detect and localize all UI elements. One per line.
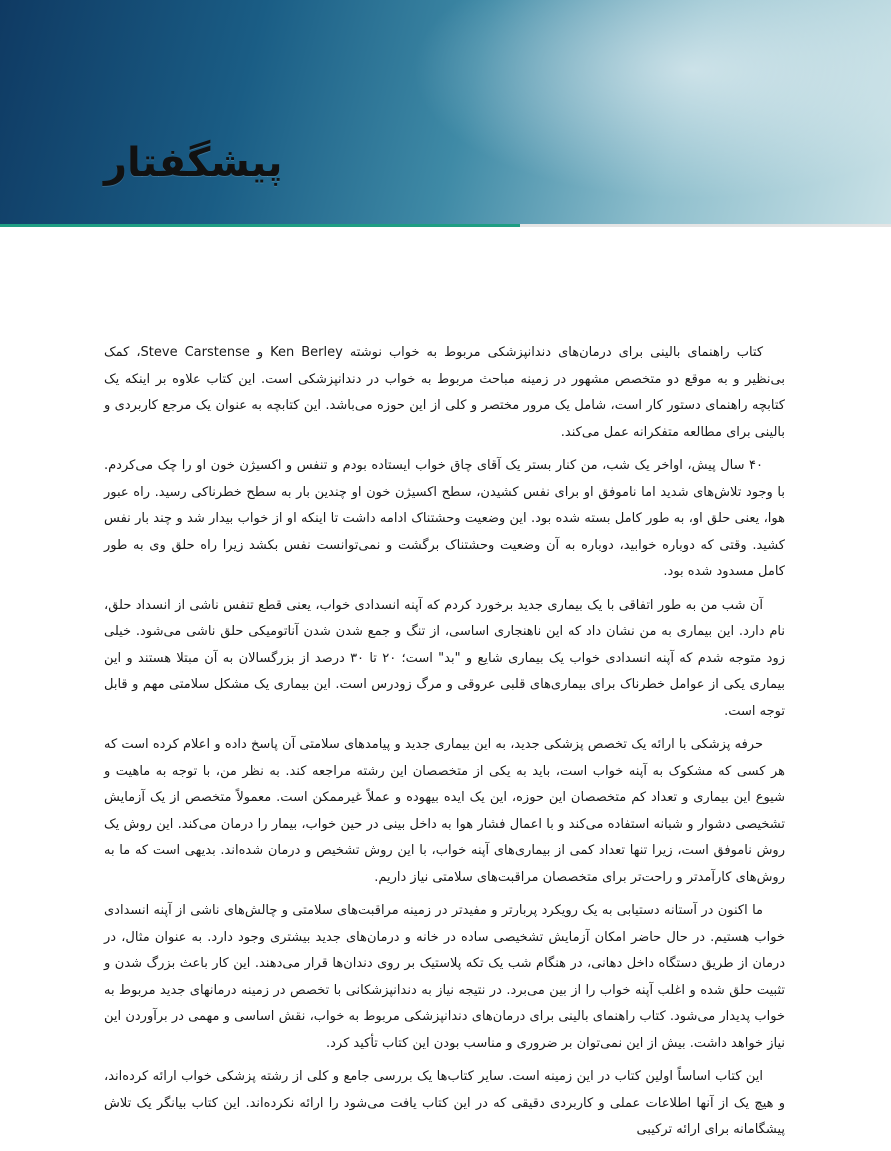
paragraph-6: این کتاب اساساً اولین کتاب در این زمینه است. سایر کتاب‌ها یک بررسی جامع و کلی از رشته پزشکی خواب ارائه کرده‌اند، و هیچ یک از آنها اطلاعات عملی و کاربردی دقیقی که در این کتاب یافت می‌شود را ارائه نکرده‌اند. این کتاب بیانگر یک تلاش پیشگامانه برای ارائه ترکیبی [104, 1069, 785, 1137]
paragraph-3: آن شب من به طور اتفاقی با یک بیماری جدید برخورد کردم که آپنه انسدادی خواب، یعنی قطع تنفس ناشی از انسداد حلق، نام دارد. این بیماری به من نشان داد که این ناهنجاری اساسی، از تنگ و جمع شدن شدن آناتومیکی حلق ناشی می‌شود. خیلی زود متوجه شدم که آپنه انسدادی خواب یک بیماری شایع و "بد" است؛ ۲۰ تا ۳۰ درصد از بزرگسالان به آن مبتلا هستند و این بیماری یکی از عوامل خطرناک برای بیماری‌های قلبی عروقی و مرگ زودرس است. این بیماری یک مشکل سلامتی مهم و قابل توجه است. [104, 597, 786, 719]
paragraph-5: ما اکنون در آستانه دستیابی به یک رویکرد پربارتر و مفیدتر در زمینه مراقبت‌های سلامتی و چالش‌های ناشی از آپنه انسدادی خواب هستیم. در حال حاضر امکان آزمایش تشخیصی ساده در خانه و درمان‌های جدید بیشتری وجود دارد. به عنوان مثال، در درمان از طریق دستگاه داخل دهانی، در هنگام شب یک تکه پلاستیک بر روی دندان‌ها قرار می‌دهند. این کار باعث بزرگ شدن و تثبیت حلق شده و اغلب آپنه خواب را از بین می‌برد. در نتیجه نیاز به دندانپزشکانی با تخصص در زمینه درمانهای جدید مربوط به خواب پدیدار می‌شود. کتاب راهنمای بالینی برای درمان‌های دندانپزشکی مربوط به خواب، نقش اساسی و مهمی در برآوردن این نیاز خواهد داشت. بیش از این نمی‌توان بر ضروری و مناسب بودن این کتاب تأکید کرد. [104, 903, 785, 1051]
banner-light-glow [411, 0, 891, 200]
header-divider-accent [0, 224, 520, 227]
chapter-title: پیشگفتار [104, 140, 283, 186]
chapter-header-banner [0, 0, 891, 224]
header-divider [0, 224, 891, 227]
paragraph-2: ۴۰ سال پیش، اواخر یک شب، من کنار بستر یک آقای چاق خواب ایستاده بودم و تنفس و اکسیژن خون او را چک می‌کردم. با وجود تلاش‌های شدید اما ناموفق او برای نفس کشیدن، سطح اکسیژن خون او چندین بار به سطح خطرناکی رسید. راه عبور هوا، یعنی حلق او، به طور کامل بسته شده بود. این وضعیت وحشتناک ادامه داشت تا اینکه او از خواب بیدار شد و چند بار نفس کشید. وقتی که دوباره خوابید، دوباره به آن وضعیت وحشتناک برگشت و نمی‌توانست نفس بکشد زیرا راه حلق وی به طور کامل مسدود شده بود. [104, 458, 785, 579]
paragraph-1: کتاب راهنمای بالینی برای درمان‌های دندانپزشکی مربوط به خواب نوشته Ken Berley و Steve Carstense، کمک بی‌نظیر و به موقع دو متخصص مشهور در زمینه مباحث مربوط به خواب در دندانپزشکی است. این کتاب علاوه بر اینکه یک کتابچه راهنمای دستور کار است، شامل یک مرور مختصر و کلی از این حوزه می‌باشد. این کتابچه به عنوان یک مرجع کاربردی و بالینی برای مطالعه متفکرانه عمل می‌کند. [104, 345, 785, 440]
preface-body [104, 340, 785, 1151]
paragraph-4: حرفه پزشکی با ارائه یک تخصص پزشکی جدید، به این بیماری جدید و پیامدهای سلامتی آن پاسخ داده و اعلام کرده است که هر کسی که مشکوک به آپنه خواب است، باید به یکی از متخصصان این رشته مراجعه کند. به نظر من، با توجه به ماهیت و شیوع این بیماری و تعداد کم متخصصان این حوزه، این یک ایده بیهوده و عملاً غیرممکن است. معمولاً متخصص از یک آزمایش تشخیصی دشوار و شبانه استفاده می‌کند و با اعمال فشار هوا به داخل بینی در حین خواب، بیمار را درمان می‌کند. این روش یک روش ناموفق است، زیرا تنها تعداد کمی از بیماری‌های آپنه خواب، با این روش تشخیص و درمان شده‌اند. بدیهی است که ما به روش‌های کارآمدتر و راحت‌تر برای متخصصان مراقبت‌های سلامتی نیاز داریم. [104, 737, 785, 885]
